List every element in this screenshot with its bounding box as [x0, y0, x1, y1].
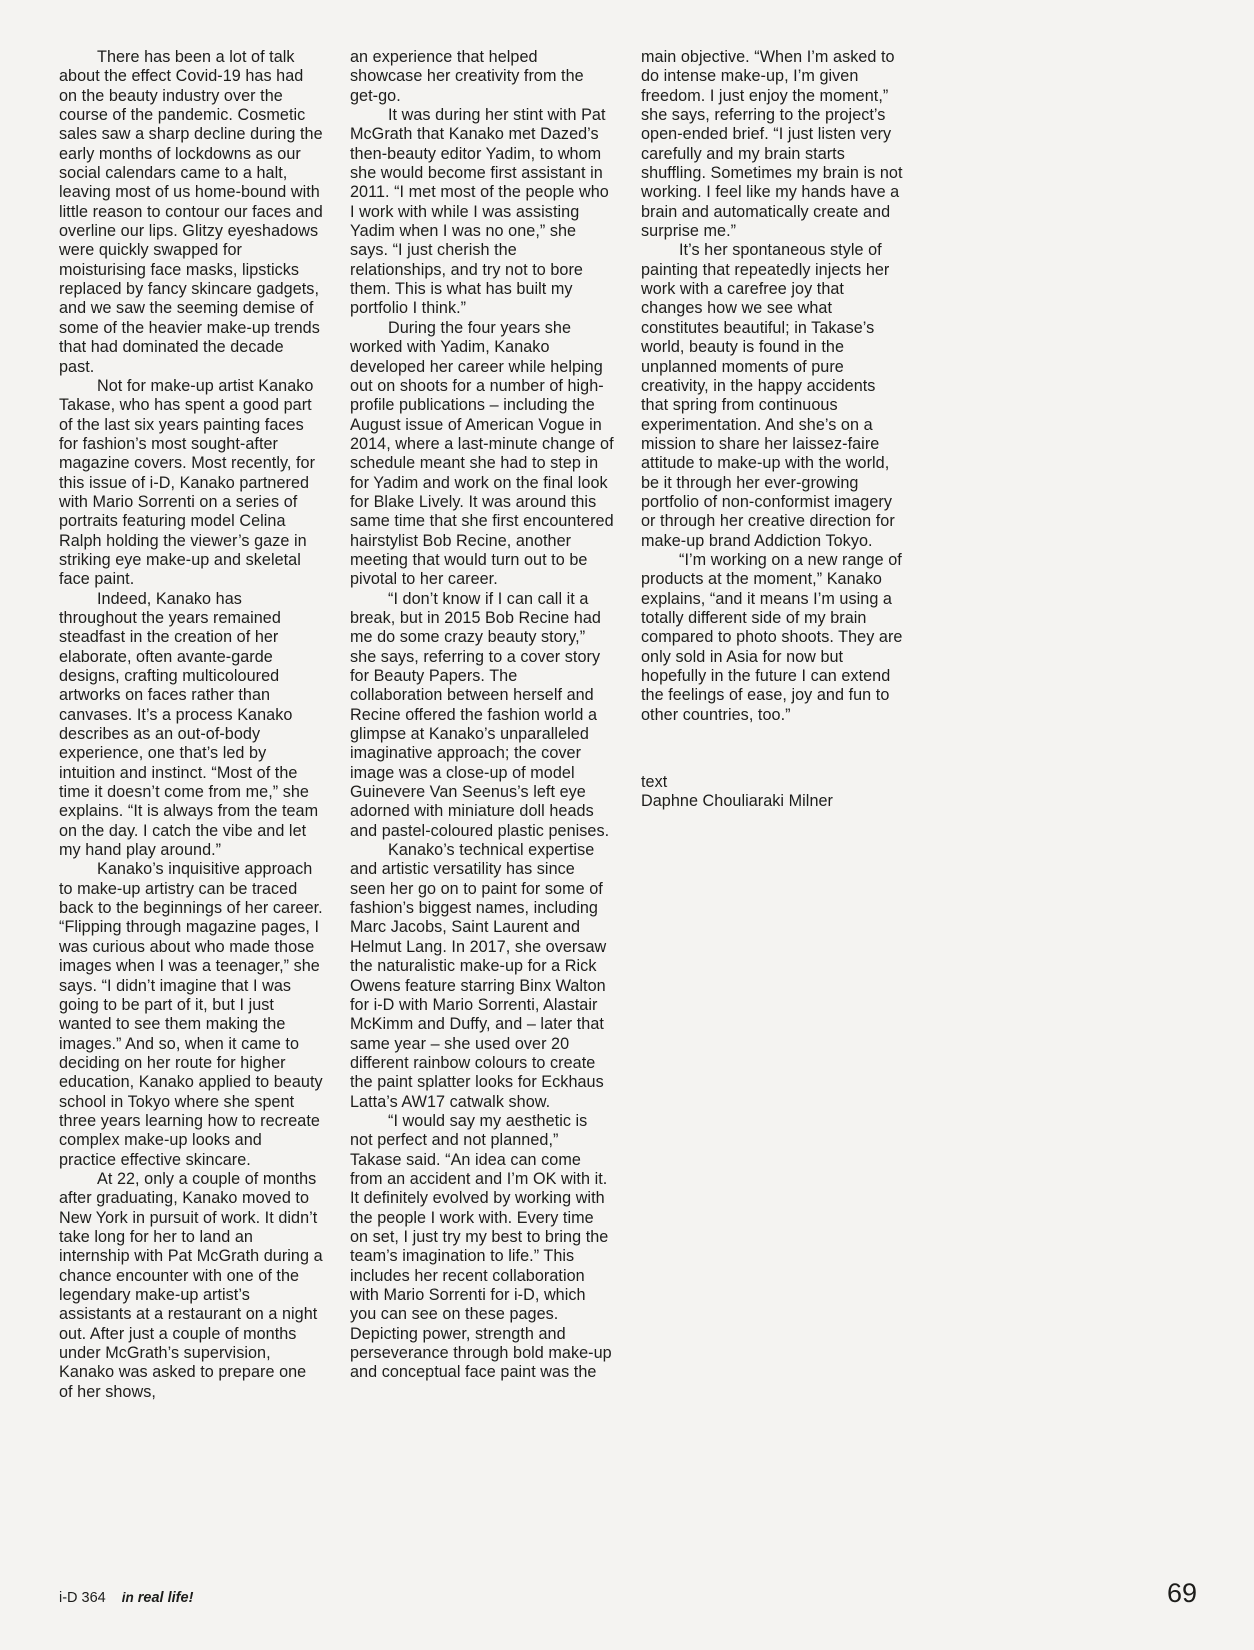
- footer-left: [59, 1589, 193, 1607]
- paragraph: Indeed, Kanako has throughout the years remained steadfast in the creation of her elaborate, often avante-garde designs, crafting multicoloured artworks on faces rather than canvases. It’s a process Kanako describes as an out-of-body experience, one that’s led by intuition and instinct. “Most of the time it doesn’t come from me,” she explains. “It is always from the team on the day. I catch the vibe and let my hand play around.”: [59, 589, 319, 860]
- byline: [641, 773, 905, 812]
- footer-section-logo: [122, 1590, 194, 1606]
- paragraph: an experience that helped showcase her creativity from the get-go.: [350, 48, 584, 105]
- footer-issue-label: i-D 364: [59, 1590, 106, 1606]
- footer-section-word-in: in: [121, 1590, 134, 1605]
- paragraph: It’s her spontaneous style of painting that repeatedly injects her work with a carefree joy that changes how we see what constitutes beautiful; in Takase’s world, beauty is found in the unplanned moments of pure creativity, in the happy accidents that spring from continuous experimentation. And she’s on a mission to share her laissez-faire attitude to make-up with the world, be it through her ever-growing portfolio of non-conformist imagery or through her creative direction for make-up brand Addiction Tokyo.: [641, 241, 895, 550]
- page-number: 69: [1166, 1578, 1197, 1608]
- footer-section-word-real: real: [137, 1590, 164, 1606]
- article-column-1: [59, 48, 323, 1402]
- paragraph: main objective. “When I’m asked to do intense make-up, I’m given freedom. I just enjoy the moment,” she says, referring to the project’s open-ended brief. “I just listen very carefully and my brain starts shuffling. Sometimes my brain is not working. I feel like my hands have a brain and automatically create and surprise me.”: [641, 48, 903, 241]
- paragraph: It was during her stint with Pat McGrath that Kanako met Dazed’s then-beauty editor Yadim, to whom she would become first assistant in 2011. “I met most of the people who I work with while I was assisting Yadim when I was no one,” she says. “I just cherish the relationships, and try not to bore them. This is what has built my portfolio I think.”: [350, 106, 609, 318]
- footer-section-word-life: life!: [167, 1590, 194, 1606]
- byline-name: Daphne Chouliaraki Milner: [641, 792, 833, 811]
- paragraph: Kanako’s inquisitive approach to make-up artistry can be traced back to the beginnings of her career. “Flipping through magazine pages, I was curious about who made those images when I was a teenager,” she says. “I didn’t imagine that I was going to be part of it, but I just wanted to see them making the images.” And so, when it came to deciding on her route for higher education, Kanako applied to beauty school in Tokyo where she spent three years learning how to recreate complex make-up looks and practice effective skincare.: [59, 860, 323, 1169]
- paragraph: During the four years she worked with Yadim, Kanako developed her career while helping out on shoots for a number of high-profile publications – including the August issue of American Vogue in 2014, where a last-minute change of schedule meant she had to step in for Yadim and work on the final look for Blake Lively. It was around this same time that she first encountered hairstylist Bob Recine, another meeting that would turn out to be pivotal to her career.: [350, 318, 614, 589]
- paragraph: “I would say my aesthetic is not perfect and not planned,” Takase said. “An idea can come from an accident and I’m OK with it. It definitely evolved by working with the people I work with. Every time on set, I just try my best to bring the team’s imagination to life.” This includes her recent collaboration with Mario Sorrenti for i-D, which you can see on these pages. Depicting power, strength and perseverance through bold make-up and conceptual face paint was the: [350, 1111, 612, 1382]
- paragraph: At 22, only a couple of months after graduating, Kanako moved to New York in pursuit of work. It didn’t take long for her to land an internship with Pat McGrath during a chance encounter with one of the legendary make-up artist’s assistants at a restaurant on a night out. After just a couple of months under McGrath’s supervision, Kanako was asked to prepare one of her shows,: [59, 1169, 323, 1401]
- paragraph: “I don’t know if I can call it a break, but in 2015 Bob Recine had me do some crazy beauty story,” she says, referring to a cover story for Beauty Papers. The collaboration between herself and Recine offered the fashion world a glimpse at Kanako’s unparalleled imaginative approach; the cover image was a close-up of model Guinevere Van Seenus’s left eye adorned with miniature doll heads and pastel-coloured plastic penises.: [350, 589, 610, 840]
- paragraph: Kanako’s technical expertise and artistic versatility has since seen her go on to paint for some of fashion’s biggest names, including Marc Jacobs, Saint Laurent and Helmut Lang. In 2017, she oversaw the naturalistic make-up for a Rick Owens feature starring Binx Walton for i-D with Mario Sorrenti, Alastair McKimm and Duffy, and – later that same year – she used over 20 different rainbow colours to create the paint splatter looks for Eckhaus Latta’s AW17 catwalk show.: [350, 841, 607, 1111]
- article-column-2: [350, 48, 614, 1383]
- paragraph: Not for make-up artist Kanako Takase, who has spent a good part of the last six years painting faces for fashion’s most sought-after magazine covers. Most recently, for this issue of i-D, Kanako partnered with Mario Sorrenti on a series of portraits featuring model Celina Ralph holding the viewer’s gaze in striking eye make-up and skeletal face paint.: [59, 376, 316, 589]
- paragraph: There has been a lot of talk about the effect Covid-19 has had on the beauty industry over the course of the pandemic. Cosmetic sales saw a sharp decline during the early months of lockdowns as our social calendars came to a halt, leaving most of us home-bound with little reason to contour our faces and overline our lips. Glitzy eyeshadows were quickly swapped for moisturising face masks, lipsticks replaced by fancy skincare gadgets, and we saw the seeming demise of some of the heavier make-up trends that had dominated the decade past.: [59, 48, 323, 376]
- byline-label: text: [641, 773, 668, 792]
- paragraph: “I’m working on a new range of products at the moment,” Kanako explains, “and it means I’m using a totally different side of my brain compared to photo shoots. They are only sold in Asia for now but hopefully in the future I can extend the feelings of ease, joy and fun to other countries, too.”: [641, 550, 903, 724]
- article-column-3: [641, 48, 905, 812]
